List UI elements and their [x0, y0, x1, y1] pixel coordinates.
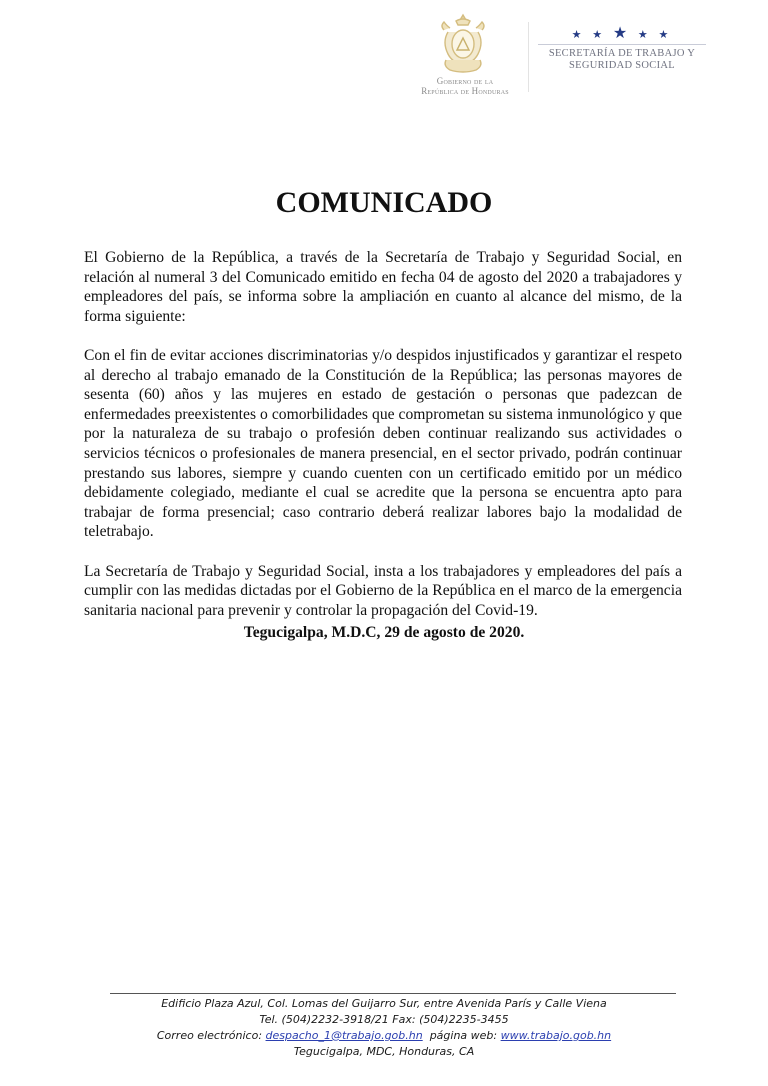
website-link[interactable]: www.trabajo.gob.hn: [500, 1029, 612, 1042]
ministry-logo: [534, 25, 710, 88]
stars-row: [534, 25, 710, 42]
dateline: Tegucigalpa, M.D.C, 29 de agosto de 2020.: [243, 624, 525, 641]
ministry-name-line2: SEGURIDAD SOCIAL: [568, 60, 675, 71]
web-label: página web:: [422, 1029, 501, 1042]
ministry-rule: [538, 44, 706, 45]
star-icon: ★: [592, 29, 607, 41]
footer-contact: [0, 1028, 768, 1044]
document-title: COMUNICADO: [275, 186, 493, 219]
star-icon: ★: [637, 29, 652, 41]
email-label: Correo electrónico:: [156, 1029, 266, 1042]
star-icon: ★: [571, 29, 586, 41]
paragraph-measures: Con el fin de evitar acciones discriminatorias y/o despidos injustificados y garantizar el respeto al derecho al trabajo emanado de la Constitución de la República; las personas mayores de sesenta (60) años y las mujeres en estado de gestación o personas que padezcan de enfermedades preexistentes o comorbilidades que comprometan su sistema inmunológico y que por la naturaleza de su trabajo o profesión deben continuar realizando sus actividades o servicios técnicos o profesionales de manera presencial, en el sector privado, podrán continuar prestando sus labores, siempre y cuando cuenten con un certificado emitido por un médico debidamente colegiado, mediante el cual se acredite que la persona se encuentra apto para trabajar de forma presencial; caso contrario deberá realizar labores bajo la modalidad de teletrabajo.: [84, 346, 682, 541]
ministry-name-line1: SECRETARÍA DE TRABAJO Y: [548, 48, 696, 59]
letterhead: [410, 8, 710, 108]
paragraph-intro: El Gobierno de la República, a través de la Secretaría de Trabajo y Seguridad Social, en relación al numeral 3 del Comunicado emitido en fecha 04 de agosto del 2020 a trabajadores y empleadores del país, se informa sobre la ampliación en cuanto al alcance del mismo, de la forma siguiente:: [84, 249, 682, 325]
footer-address: Edificio Plaza Azul, Col. Lomas del Guijarro Sur, entre Avenida París y Calle Viena: [161, 997, 607, 1010]
government-name-line2: República de Honduras: [421, 86, 509, 96]
star-icon: ★: [658, 29, 673, 41]
footer-rule: [110, 993, 676, 994]
footer-phone: Tel. (504)2232-3918/21 Fax: (504)2235-3455: [259, 1013, 509, 1026]
email-link[interactable]: despacho_1@trabajo.gob.hn: [265, 1029, 423, 1042]
paragraph-call-to-action: La Secretaría de Trabajo y Seguridad Social, insta a los trabajadores y empleadores del país a cumplir con las medidas dictadas por el Gobierno de la República en el marco de la emergencia sanitaria nacional para prevenir y controlar la propagación del Covid-19.: [84, 562, 682, 619]
star-icon: ★: [612, 25, 632, 42]
government-name-line1: Gobierno de la: [436, 76, 494, 86]
footer: [0, 996, 768, 1060]
government-name: [410, 76, 520, 96]
header-divider: [528, 22, 529, 92]
document-body: [84, 248, 682, 640]
footer-city: Tegucigalpa, MDC, Honduras, CA: [293, 1045, 475, 1058]
coat-of-arms-icon: [438, 12, 488, 74]
government-logo: [410, 8, 520, 103]
ministry-name: [534, 48, 710, 72]
